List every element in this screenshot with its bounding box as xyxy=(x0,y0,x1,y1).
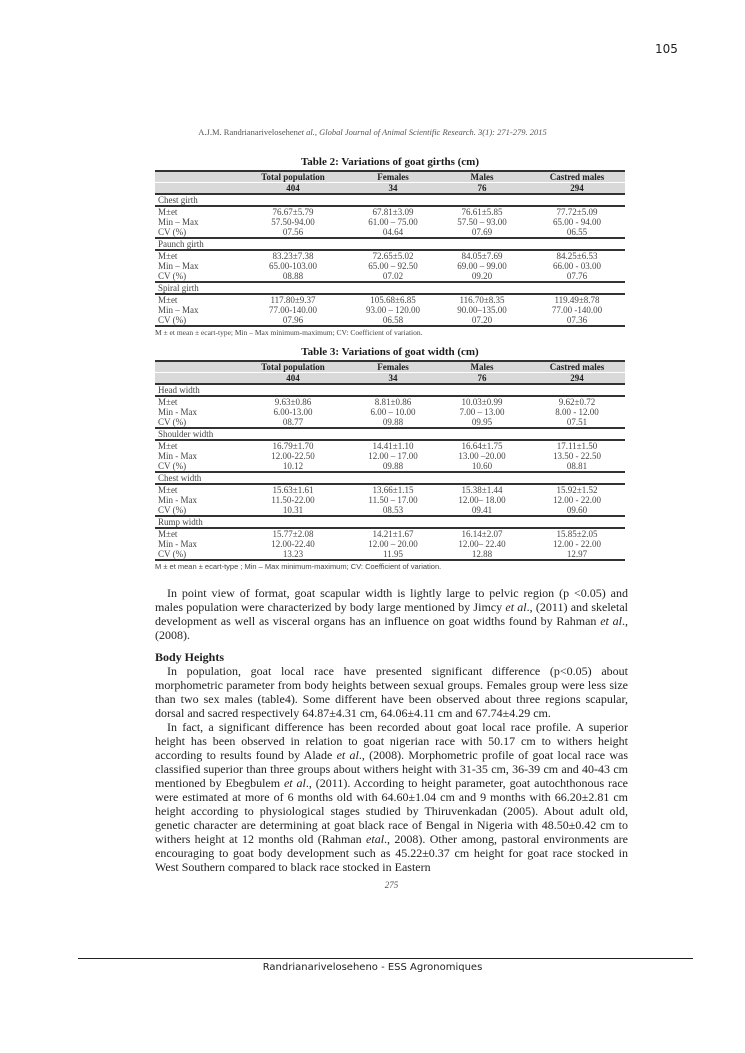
running-header xyxy=(0,127,745,137)
text-run: ., (2011). According to height parameter, goat autochthonous race were estimated at more of 6 months old with 64.60±1.04 cm and 9 months with 66.20±2.81 cm height according to physiological stages studied by Thiruvenkadan (2005). About adult old, genetic character are determining at goat black race of Bengal in Nigeria with 48.50±0.42 cm to withers height at 12 months old (Rahman xyxy=(155,776,628,846)
section-row xyxy=(155,282,625,294)
header-row xyxy=(155,361,625,373)
cell-value: 13.66±1.15 xyxy=(372,485,414,495)
table-row xyxy=(155,271,625,282)
section-row xyxy=(155,472,625,484)
cell-value: 14.21±1.67 xyxy=(372,529,414,539)
table-row xyxy=(155,206,625,217)
cell-value: 16.79±1.70 xyxy=(272,441,314,451)
table-row xyxy=(155,294,625,305)
cell-value: 12.00 – 17.00 xyxy=(368,451,418,461)
paragraph-population xyxy=(155,664,628,720)
column-count: 34 xyxy=(351,373,435,385)
row-label: CV (%) xyxy=(155,549,235,560)
table-row xyxy=(155,396,625,407)
table-row xyxy=(155,250,625,261)
cell-value: 9.63±0.86 xyxy=(274,397,312,407)
paragraph-format xyxy=(155,586,628,642)
cell-value: 16.14±2.07 xyxy=(461,529,503,539)
column-header: Males xyxy=(435,361,529,373)
row-label: M±et xyxy=(158,485,178,495)
section-label: Spiral girth xyxy=(155,282,625,294)
row-label: M±et xyxy=(158,529,178,539)
cell-value: 08.53 xyxy=(351,505,435,516)
cell-value: 11.50 – 17.00 xyxy=(368,495,418,505)
text-run: ., 2008). Other among, pastoral environments are encouraging to goat body development such as 45.22±0.37 cm height for goat race stocked in West Southern compared to black race stocked in Eastern xyxy=(155,832,629,874)
cell-value: 57.50 – 93.00 xyxy=(457,217,507,227)
row-label: Min – Max xyxy=(158,261,199,271)
row-label: CV (%) xyxy=(155,461,235,472)
table-row xyxy=(155,305,625,315)
cell-value: 10.12 xyxy=(235,461,351,472)
section-label: Chest width xyxy=(155,472,625,484)
cell-value: 06.55 xyxy=(529,227,625,238)
table2-girths xyxy=(155,170,625,327)
cell-value: 116.70±8.35 xyxy=(459,295,505,305)
cell-value: 15.63±1.61 xyxy=(272,485,314,495)
column-header: Total population xyxy=(235,361,351,373)
italic-text: et al xyxy=(283,776,306,790)
cell-value: 76.61±5.85 xyxy=(461,207,503,217)
cell-value: 84.25±6.53 xyxy=(556,251,598,261)
cell-value: 65.00 – 92.50 xyxy=(368,261,418,271)
cell-value: 11.50-22.00 xyxy=(271,495,315,505)
cell-value: 07.69 xyxy=(435,227,529,238)
row-label: CV (%) xyxy=(155,417,235,428)
cell-value: 07.96 xyxy=(235,315,351,326)
row-label: CV (%) xyxy=(155,271,235,282)
table2-title: Table 2: Variations of goat girths (cm) xyxy=(300,156,480,168)
cell-value: 84.05±7.69 xyxy=(461,251,503,261)
table-row xyxy=(155,461,625,472)
italic-text: et al xyxy=(600,614,622,628)
text-run: In point view of format, goat scapular width is lightly large to pelvic region (p <0.05) and males population were characterized by body large mentioned by Jimcy xyxy=(155,586,628,614)
running-etal: et al. xyxy=(297,127,315,137)
page-number-top: 105 xyxy=(655,42,678,56)
column-count: 404 xyxy=(235,373,351,385)
cell-value: 7.00 – 13.00 xyxy=(459,407,505,417)
cell-value: 83.23±7.38 xyxy=(272,251,314,261)
column-header: Females xyxy=(351,361,435,373)
cell-value: 07.02 xyxy=(351,271,435,282)
cell-value: 12.00-22.50 xyxy=(271,451,315,461)
cell-value: 8.81±0.86 xyxy=(374,397,412,407)
row-label: CV (%) xyxy=(155,505,235,516)
cell-value: 6.00-13.00 xyxy=(273,407,313,417)
cell-value: 06.58 xyxy=(351,315,435,326)
cell-value: 07.76 xyxy=(529,271,625,282)
row-label: Min – Max xyxy=(158,217,199,227)
count-row xyxy=(155,373,625,385)
row-label: Min - Max xyxy=(158,539,197,549)
column-header: Castred males xyxy=(529,171,625,183)
section-heading-body-heights: Body Heights xyxy=(155,650,225,664)
table-row xyxy=(155,539,625,549)
cell-value: 09.60 xyxy=(529,505,625,516)
cell-value: 69.00 – 99.00 xyxy=(457,261,507,271)
table3-title: Table 3: Variations of goat width (cm) xyxy=(301,346,479,358)
section-row xyxy=(155,516,625,528)
row-label: Min - Max xyxy=(158,407,197,417)
table-row xyxy=(155,451,625,461)
table-row xyxy=(155,495,625,505)
table-row xyxy=(155,528,625,539)
text-run: In population, goat local race have presented significant difference (p<0.05) about morphometric parameter from body heights between sexual groups. Females group were less size than two sex males (table4). Some different have been observed about three regions scapular, dorsal and sacred respectively 64.87±4.31 cm, 64.06±4.11 cm and 67.74±4.29 cm. xyxy=(155,664,628,720)
column-header: Males xyxy=(435,171,529,183)
row-label: M±et xyxy=(158,251,178,261)
column-count: 404 xyxy=(235,183,351,195)
text-run: In fact, a significant difference has been recorded about goat local race profile. A superior height has been observed in relation to goat nigerian race with 50.17 cm to withers height according to results found by Alade xyxy=(155,720,628,762)
table-row xyxy=(155,505,625,516)
cell-value: 13.50 - 22.50 xyxy=(553,451,601,461)
cell-value: 13.23 xyxy=(235,549,351,560)
cell-value: 12.00– 18.00 xyxy=(458,495,506,505)
column-count: 76 xyxy=(435,183,529,195)
table-row xyxy=(155,315,625,326)
section-label: Shoulder width xyxy=(155,428,625,440)
row-label: M±et xyxy=(158,207,178,217)
section-label: Head width xyxy=(155,384,625,396)
cell-value: 72.65±5.02 xyxy=(372,251,414,261)
cell-value: 77.72±5.09 xyxy=(556,207,598,217)
section-label: Paunch girth xyxy=(155,238,625,250)
row-label: Min – Max xyxy=(158,305,199,315)
cell-value: 11.95 xyxy=(351,549,435,560)
row-label: CV (%) xyxy=(155,315,235,326)
cell-value: 57.50-94.00 xyxy=(271,217,315,227)
table2-footnote: M ± et mean ± ecart-type; Min – Max minimum-maximum; CV: Coefficient of variation. xyxy=(155,328,423,337)
cell-value: 08.81 xyxy=(529,461,625,472)
table-row xyxy=(155,440,625,451)
cell-value: 09.20 xyxy=(435,271,529,282)
cell-value: 67.81±3.09 xyxy=(372,207,414,217)
page-content xyxy=(155,156,628,891)
cell-value: 10.60 xyxy=(435,461,529,472)
cell-value: 117.80±9.37 xyxy=(270,295,316,305)
header-blank xyxy=(155,361,235,373)
cell-value: 12.88 xyxy=(435,549,529,560)
table-row xyxy=(155,217,625,227)
row-label: CV (%) xyxy=(155,227,235,238)
row-label: M±et xyxy=(158,441,178,451)
cell-value: 16.64±1.75 xyxy=(461,441,503,451)
header-blank xyxy=(155,171,235,183)
section-label: Rump width xyxy=(155,516,625,528)
section-row xyxy=(155,428,625,440)
header-blank xyxy=(155,183,235,195)
cell-value: 07.51 xyxy=(529,417,625,428)
cell-value: 8.00 - 12.00 xyxy=(555,407,599,417)
italic-text: etal xyxy=(366,832,385,846)
cell-value: 09.88 xyxy=(351,461,435,472)
cell-value: 77.00 -140.00 xyxy=(551,305,603,315)
page-number-bottom: 275 xyxy=(384,880,399,890)
footer-text: Randrianariveloseheno - ESS Agronomiques xyxy=(262,962,483,973)
cell-value: 90.00–135.00 xyxy=(457,305,507,315)
column-count: 34 xyxy=(351,183,435,195)
row-label: Min - Max xyxy=(158,495,197,505)
column-count: 294 xyxy=(529,183,625,195)
table-row xyxy=(155,484,625,495)
section-row xyxy=(155,384,625,396)
table3-footnote: M ± et mean ± ecart-type ; Min – Max minimum-maximum; CV: Coefficient of variation. xyxy=(155,562,442,571)
row-label: M±et xyxy=(158,295,178,305)
table-row xyxy=(155,549,625,560)
cell-value: 10.03±0.99 xyxy=(461,397,503,407)
italic-text: et al xyxy=(505,600,527,614)
cell-value: 09.88 xyxy=(351,417,435,428)
body-text xyxy=(155,586,628,874)
text-run: ., (2008). xyxy=(155,614,628,642)
cell-value: 65.00-103.00 xyxy=(269,261,317,271)
cell-value: 07.36 xyxy=(529,315,625,326)
section-row xyxy=(155,238,625,250)
section-label: Chest girth xyxy=(155,194,625,206)
cell-value: 09.41 xyxy=(435,505,529,516)
cell-value: 77.00-140.00 xyxy=(269,305,317,315)
cell-value: 105.68±6.85 xyxy=(370,295,416,305)
cell-value: 13.00 –20.00 xyxy=(458,451,506,461)
cell-value: 04.64 xyxy=(351,227,435,238)
cell-value: 07.20 xyxy=(435,315,529,326)
cell-value: 76.67±5.79 xyxy=(272,207,314,217)
table-row xyxy=(155,417,625,428)
cell-value: 12.00– 22.40 xyxy=(458,539,506,549)
cell-value: 12.00 - 22.00 xyxy=(553,539,601,549)
cell-value: 12.00-22.40 xyxy=(271,539,315,549)
cell-value: 65.00 - 94.00 xyxy=(553,217,601,227)
cell-value: 12.00 – 20.00 xyxy=(368,539,418,549)
cell-value: 12.97 xyxy=(529,549,625,560)
table-row xyxy=(155,407,625,417)
cell-value: 15.92±1.52 xyxy=(556,485,598,495)
cell-value: 15.85±2.05 xyxy=(556,529,598,539)
header-row xyxy=(155,171,625,183)
cell-value: 14.41±1.10 xyxy=(372,441,414,451)
running-journal: , Global Journal of Animal Scientific Research. 3(1): 271-279. 2015 xyxy=(314,127,547,137)
column-header: Females xyxy=(351,171,435,183)
cell-value: 93.00 – 120.00 xyxy=(366,305,420,315)
cell-value: 15.38±1.44 xyxy=(461,485,503,495)
running-authors: A.J.M. Randrianarivelosehen xyxy=(198,127,298,137)
header-blank xyxy=(155,373,235,385)
section-row xyxy=(155,194,625,206)
table-row xyxy=(155,227,625,238)
cell-value: 66.00 - 03.00 xyxy=(553,261,601,271)
table3-widths xyxy=(155,360,625,561)
count-row xyxy=(155,183,625,195)
paragraph-profile xyxy=(155,720,628,874)
cell-value: 6.00 – 10.00 xyxy=(370,407,416,417)
cell-value: 10.31 xyxy=(235,505,351,516)
footer-divider xyxy=(78,958,693,959)
row-label: Min - Max xyxy=(158,451,197,461)
column-header: Castred males xyxy=(529,361,625,373)
column-header: Total population xyxy=(235,171,351,183)
cell-value: 61.00 – 75.00 xyxy=(368,217,418,227)
italic-text: et al xyxy=(336,748,359,762)
cell-value: 9.62±0.72 xyxy=(558,397,596,407)
row-label: M±et xyxy=(158,397,178,407)
cell-value: 15.77±2.08 xyxy=(272,529,314,539)
column-count: 76 xyxy=(435,373,529,385)
text-run: ., (2008). Morphometric profile of goat local race was classified superior than three groups about withers height with 31-35 cm, 36-39 cm and 40-43 cm mentioned by Ebegbulem xyxy=(155,748,628,790)
table-row xyxy=(155,261,625,271)
text-run: ., (2011) and skeletal development as well as visceral organs has an influence on goat widths found by Rahman xyxy=(155,600,628,628)
cell-value: 119.49±8.78 xyxy=(554,295,600,305)
cell-value: 07.56 xyxy=(235,227,351,238)
cell-value: 09.95 xyxy=(435,417,529,428)
cell-value: 08.77 xyxy=(235,417,351,428)
spacer xyxy=(155,338,628,346)
cell-value: 17.11±1.50 xyxy=(556,441,598,451)
cell-value: 12.00 - 22.00 xyxy=(553,495,601,505)
column-count: 294 xyxy=(529,373,625,385)
cell-value: 08.88 xyxy=(235,271,351,282)
